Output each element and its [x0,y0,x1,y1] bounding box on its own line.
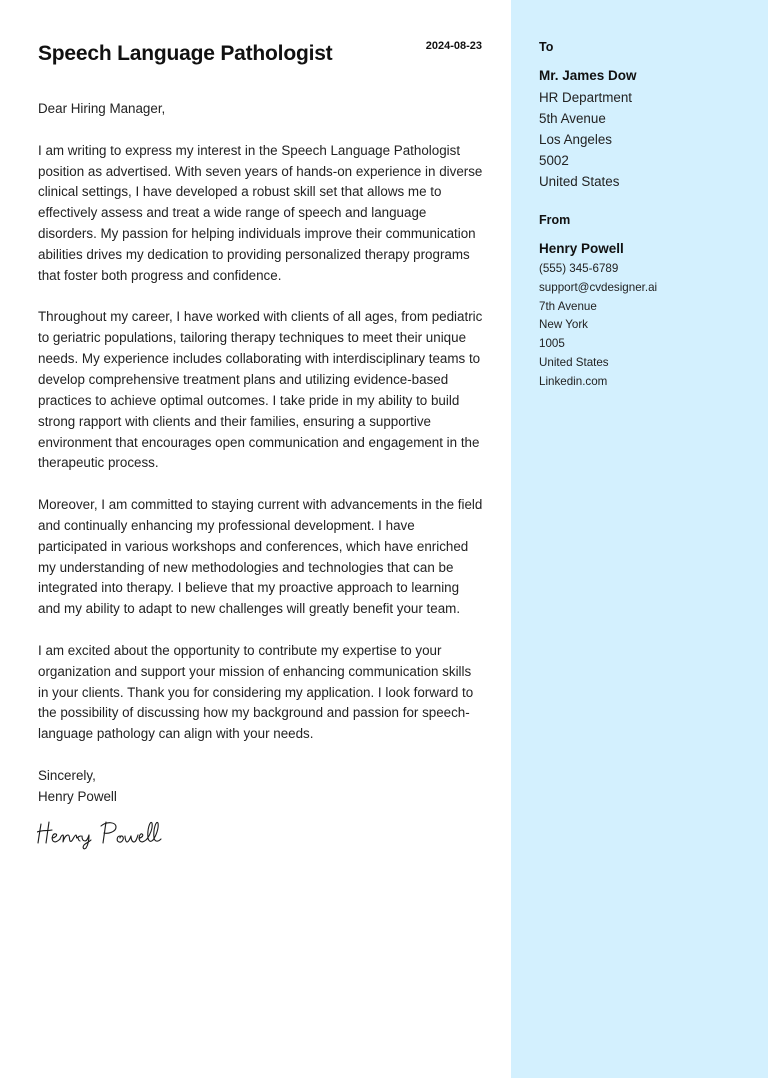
sender-contact [539,260,657,392]
sender-street: 7th Avenue [539,299,597,313]
letter-paragraph-3: Moreover, I am committed to staying current with advancements in the field and continually enhancing my professional development. I have participated in various workshops and conferences, which have enriched my understanding of new methodologies and technologies that can be integrated into therapy. I believe that my proactive approach to learning and my ability to adapt to new challenges will greatly benefit your team. [38,497,483,617]
letter-body [38,99,484,808]
sender-heading: From [539,213,571,227]
recipient-department: HR Department [539,90,633,105]
letter-closing-name: Henry Powell [38,788,117,804]
letter-paragraph-1: I am writing to express my interest in the Speech Language Pathologist position as advertised. With seven years of hands-on experience in diverse clinical settings, I have developed a robust skill set that allows me to effectively assess and treat a wide range of speech and language disorders. My passion for helping individuals improve their communication abilities drives my dedication to providing personalized therapy programs that foster both progress and confidence. [38,142,483,283]
sender-country: United States [539,355,609,369]
letter-title: Speech Language Pathologist [38,42,333,65]
sender-email[interactable]: support@cvdesigner.ai [539,280,658,294]
letter-date: 2024-08-23 [425,40,482,52]
sender-website-link[interactable]: Linkedin.com [539,374,608,388]
sender-city: New York [539,318,588,332]
recipient-country: United States [539,173,620,189]
letter-greeting: Dear Hiring Manager, [38,101,166,116]
recipient-heading: To [539,40,554,54]
sender-phone: (555) 345-6789 [539,262,619,275]
letter-paragraph-2: Throughout my career, I have worked with clients of all ages, from pediatric to geriatric populations, tailoring therapy techniques to meet their unique needs. My experience includes collaborating with interdisciplinary teams to develop comprehensive treatment plans and utilizing evidence-based practices to achieve optimal outcomes. I take pride in my ability to build strong rapport with clients and their families, ensuring a supportive environment that encourages open communication and engagement in the therapeutic process. [38,309,483,471]
recipient-city: Los Angeles [539,131,612,147]
sender-name: Henry Powell [539,241,624,256]
letter-paragraph-4: I am excited about the opportunity to contribute my expertise to your organization and support your mission of enhancing communication skills in your clients. Thank you for considering my application. I look forward to the possibility of discussing how my background and passion for speech-language pathology can align with your needs. [38,642,474,742]
recipient-zip: 5002 [539,152,569,168]
sender-zip: 1005 [539,337,565,351]
recipient-name: Mr. James Dow [539,68,637,83]
handwritten-signature [37,816,237,850]
recipient-street: 5th Avenue [539,110,606,126]
letter-closing: Sincerely, [38,768,96,783]
recipient-address [539,88,632,193]
